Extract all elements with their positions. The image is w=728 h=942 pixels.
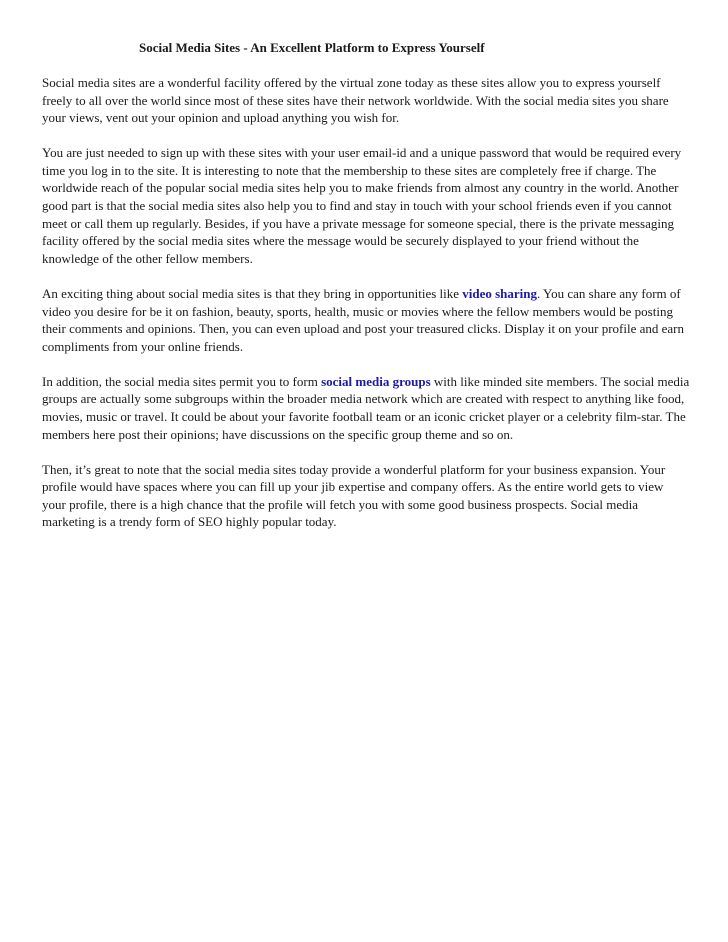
document-page (42, 38, 690, 549)
paragraph-text: An exciting thing about social media sites is that they bring in opportunities like (42, 285, 463, 301)
paragraph-text: . You can share any form of video you desire for be it on fashion, beauty, sports, health, music or movies where the fellow members would be posting their comments and opinions. Then, you can even upload and post your treasured clicks. Display it on your profile and earn compliments from your online friends. (42, 285, 685, 354)
document-title: Social Media Sites - An Excellent Platform to Express Yourself (139, 40, 485, 55)
paragraph-signup: You are just needed to sign up with these sites with your user email-id and a unique password that would be required every time you log in to the site. It is interesting to note that the membership to these sites are completely free if charge. The worldwide reach of the popular social media sites help you to make friends from almost any country in the world. Another good part is that the social media sites also help you to find and stay in touch with your school friends even if you cannot meet or call them up regularly. Besides, if you have a private message for someone special, there is the private messaging facility offered by the social media sites where the message would be securely displayed to your friend without the knowledge of the other fellow members. (42, 145, 682, 266)
paragraph-text: In addition, the social media sites permit you to form (42, 373, 322, 389)
social-media-groups-link[interactable]: social media groups (321, 373, 431, 389)
video-sharing-link[interactable]: video sharing (462, 285, 538, 301)
paragraph-intro: Social media sites are a wonderful facility offered by the virtual zone today as these sites allow you to express yourself freely to all over the world since most of these sites have their network worldwide. With the social media sites you share your views, vent out your opinion and upload anything you wish for. (42, 75, 669, 126)
paragraph-business: Then, it’s great to note that the social media sites today provide a wonderful platform for your business expansion. Your profile would have spaces where you can fill up your jib expertise and company offers. As the entire world gets to view your profile, there is a high chance that the profile will fetch you with some good business prospects. Social media marketing is a trendy form of SEO highly popular today. (42, 461, 666, 530)
paragraph-social-groups (42, 373, 690, 443)
paragraph-video-sharing (42, 285, 690, 355)
paragraph-text: with like minded site members. The social media groups are actually some subgroups within the broader media network which are created with respect to anything like food, movies, music or travel. It could be about your favorite football team or an iconic cricket player or a celebrity film-star. The members here post their opinions; have discussions on the specific group theme and so on. (42, 373, 690, 442)
